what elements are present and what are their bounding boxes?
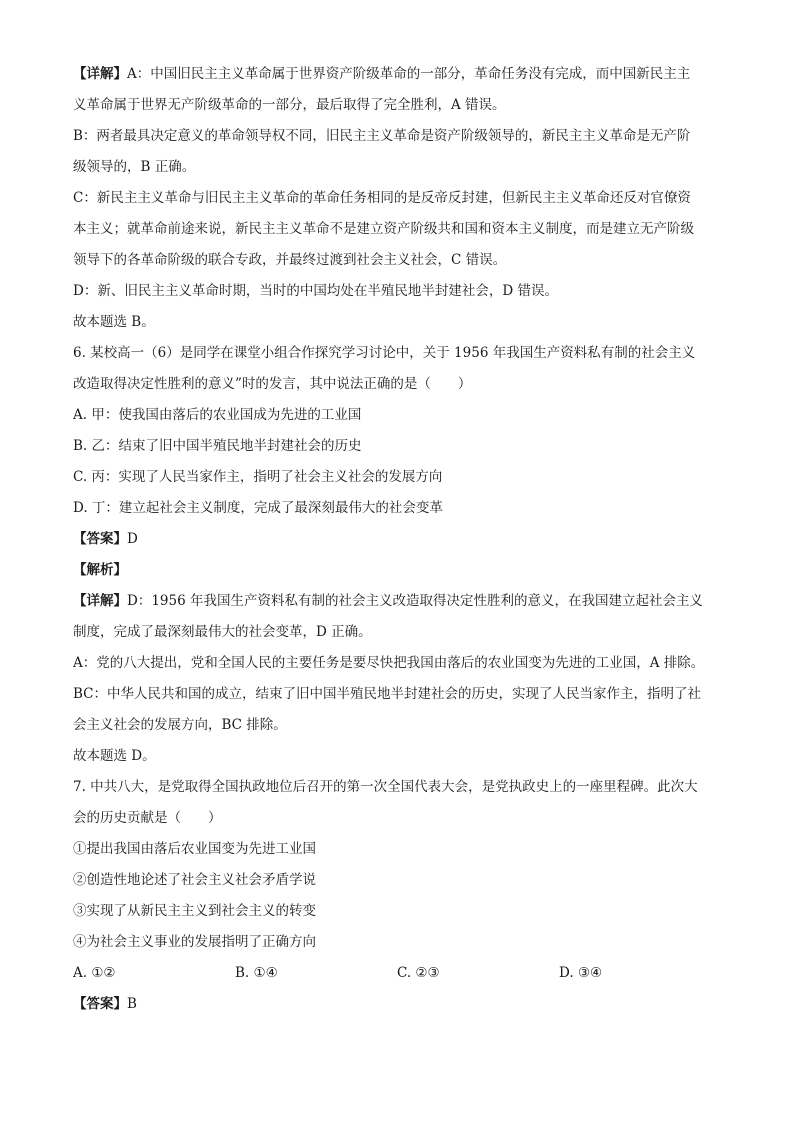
q5-detail-c-3: 领导下的各革命阶级的联合专政，并最终过渡到社会主义社会，C 错误。 bbox=[73, 252, 507, 268]
q6-detail-bc-2: 会主义社会的发展方向，BC 排除。 bbox=[73, 717, 287, 733]
q6-detail-line bbox=[73, 586, 723, 617]
q6-option-b: B. 乙：结束了旧中国半殖民地半封建社会的历史 bbox=[73, 438, 362, 454]
q7-answer-value: B bbox=[127, 996, 137, 1012]
q6-detail-d-2: 制度，完成了最深刻最伟大的社会变革，D 正确。 bbox=[73, 624, 372, 640]
q5-detail-b-1: B：两者最具决定意义的革命领导权不同，旧民主主义革命是资产阶级领导的，新民主主义革命是无产阶 bbox=[73, 128, 691, 144]
answer-tag: 【答案】 bbox=[73, 996, 127, 1012]
q5-detail-c-2: 本主义；就革命前途来说，新民主主义革命不是建立资产阶级共和国和资本主义制度，而是建立无产阶级 bbox=[73, 221, 694, 237]
q5-conclusion: 故本题选 B。 bbox=[73, 314, 155, 330]
q5-detail-a-1: A：中国旧民主主义革命属于世界资产阶级革命的一部分，革命任务没有完成，而中国新民主主 bbox=[127, 66, 691, 82]
q6-option-d: D. 丁：建立起社会主义制度，完成了最深刻最伟大的社会变革 bbox=[73, 500, 443, 516]
q6-option-a: A. 甲：使我国由落后的农业国成为先进的工业国 bbox=[73, 407, 362, 423]
q7-options bbox=[73, 958, 723, 989]
q6-answer bbox=[73, 524, 723, 555]
q7-item-2: ②创造性地论述了社会主义社会矛盾学说 bbox=[73, 872, 316, 888]
q5-detail-a-2: 义革命属于世界无产阶级革命的一部分，最后取得了完全胜利，A 错误。 bbox=[73, 97, 506, 113]
q5-detail-d-1: D：新、旧民主主义革命时期，当时的中国均处在半殖民地半封建社会，D 错误。 bbox=[73, 283, 558, 299]
q5-detail-c-1: C：新民主主义革命与旧民主主义革命的革命任务相同的是反帝反封建，但新民主主义革命还反对官僚资 bbox=[73, 190, 691, 206]
document-page bbox=[73, 59, 723, 1020]
q7-option-b: B. ①④ bbox=[235, 965, 278, 981]
q5-detail-b-2: 级领导的，B 正确。 bbox=[73, 159, 196, 175]
q5-detail-line bbox=[73, 59, 723, 90]
q6-detail-d-1: D：1956 年我国生产资料私有制的社会主义改造取得决定性胜利的意义，在我国建立起社会主义 bbox=[127, 593, 703, 609]
q7-item-1: ①提出我国由落后农业国变为先进工业国 bbox=[73, 841, 316, 857]
q6-answer-value: D bbox=[127, 531, 138, 547]
q7-answer bbox=[73, 989, 723, 1020]
q7-option-d: D. ③④ bbox=[559, 965, 603, 981]
q6-option-c: C. 丙：实现了人民当家作主，指明了社会主义社会的发展方向 bbox=[73, 469, 443, 485]
q7-option-a: A. ①② bbox=[73, 965, 116, 981]
q6-detail-a-1: A：党的八大提出，党和全国人民的主要任务是要尽快把我国由落后的农业国变为先进的工业国，A 排除。 bbox=[73, 655, 705, 671]
q7-item-3: ③实现了从新民主主义到社会主义的转变 bbox=[73, 903, 316, 919]
detail-tag: 【详解】 bbox=[73, 66, 127, 82]
q6-analysis-tag: 【解析】 bbox=[73, 562, 127, 578]
detail-tag: 【详解】 bbox=[73, 593, 127, 609]
q6-stem-2: 改造取得决定性胜利的意义”时的发言，其中说法正确的是（ ） bbox=[73, 376, 472, 392]
q7-item-4: ④为社会主义事业的发展指明了正确方向 bbox=[73, 934, 316, 950]
q6-stem-1: 6. 某校高一（6）是同学在课堂小组合作探究学习讨论中，关于 1956 年我国生产资料私有制的社会主义 bbox=[73, 345, 696, 361]
q6-conclusion: 故本题选 D。 bbox=[73, 748, 156, 764]
q7-stem-1: 7. 中共八大，是党取得全国执政地位后召开的第一次全国代表大会，是党执政史上的一座里程碑。此次大 bbox=[73, 779, 698, 795]
q7-option-c: C. ②③ bbox=[397, 965, 440, 981]
answer-tag: 【答案】 bbox=[73, 531, 127, 547]
q7-stem-2: 会的历史贡献是（ ） bbox=[73, 810, 222, 826]
q6-detail-bc-1: BC：中华人民共和国的成立，结束了旧中国半殖民地半封建社会的历史，实现了人民当家作主，指明了社 bbox=[73, 686, 701, 702]
